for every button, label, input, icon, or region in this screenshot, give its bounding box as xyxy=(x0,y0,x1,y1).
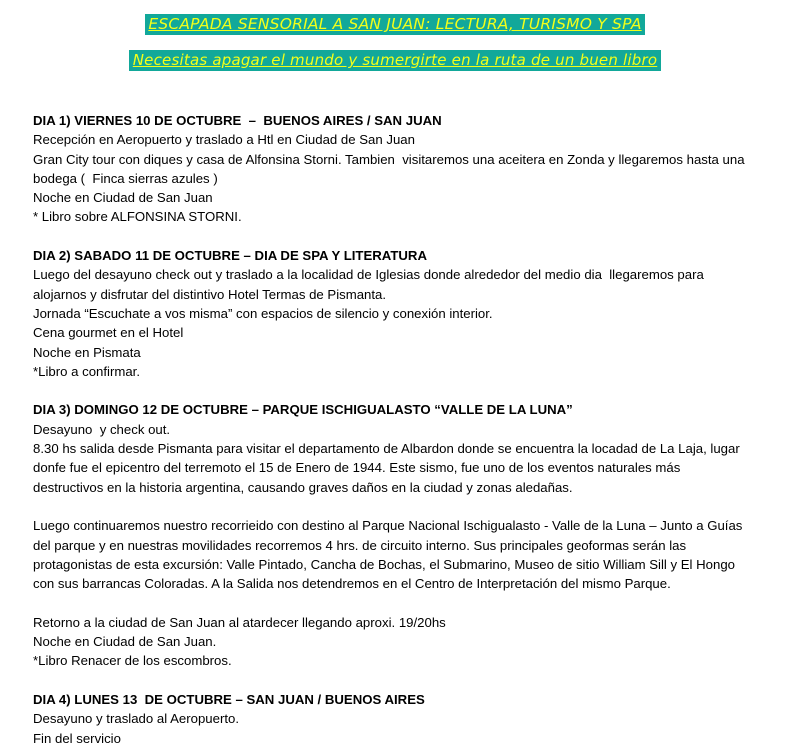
itinerary-line: Noche en Ciudad de San Juan xyxy=(33,190,213,206)
day-heading: DIA 1) VIERNES 10 DE OCTUBRE – BUENOS AIRES / SAN JUAN xyxy=(33,113,442,128)
day-section xyxy=(33,690,788,748)
itinerary-line: Noche en Pismata xyxy=(33,344,141,360)
day-heading: DIA 2) SABADO 11 DE OCTUBRE – DIA DE SPA Y LITERATURA xyxy=(33,248,427,264)
paragraph-gap xyxy=(33,497,788,516)
section-gap xyxy=(33,227,788,246)
itinerary-line: Fin del servicio xyxy=(33,730,121,746)
itinerary-line: Gran City tour con diques y casa de Alfonsina Storni. Tambien visitaremos una aceitera en Zonda y llegaremos hasta una xyxy=(33,151,745,167)
itinerary-line: protagonistas de esta excursión: Valle Pintado, Cancha de Bochas, el Submarino, Museo de sitio William Sill y El Hongo xyxy=(33,556,735,572)
day-section xyxy=(33,111,788,227)
document-title: ESCAPADA SENSORIAL A SAN JUAN: LECTURA, TURISMO Y SPA xyxy=(145,14,644,35)
itinerary-line: Luego del desayuno check out y traslado a la localidad de Iglesias donde alrededor del medio dia llegaremos para xyxy=(33,267,704,283)
section-gap xyxy=(33,381,788,400)
day-heading: DIA 3) DOMINGO 12 DE OCTUBRE – PARQUE ISCHIGUALASTO “VALLE DE LA LUNA” xyxy=(33,402,573,418)
itinerary-line: 8.30 hs salida desde Pismanta para visitar el departamento de Albardon donde se encuentra la locadad de La Laja, lugar xyxy=(33,441,740,457)
itinerary-line: Cena gourmet en el Hotel xyxy=(33,325,184,341)
document-subtitle: Necesitas apagar el mundo y sumergirte en la ruta de un buen libro xyxy=(129,50,661,71)
itinerary-line: bodega ( Finca sierras azules ) xyxy=(33,170,218,186)
section-gap xyxy=(33,671,788,690)
day-section xyxy=(33,246,788,381)
itinerary-line: *Libro a confirmar. xyxy=(33,363,141,379)
itinerary-line: Retorno a la ciudad de San Juan al atardecer llegando aproxi. 19/20hs xyxy=(33,614,446,630)
itinerary-line: Desayuno y traslado al Aeropuerto. xyxy=(33,711,239,727)
itinerary-line: Noche en Ciudad de San Juan. xyxy=(33,634,217,650)
itinerary-line: con sus barrancas Coloradas. A la Salida nos detendremos en el Centro de Interpretación del mismo Parque. xyxy=(33,576,671,592)
itinerary-line: Luego continuaremos nuestro recorrieido con destino al Parque Nacional Ischigualasto - Valle de la Luna – Junto a Guías xyxy=(33,518,743,534)
itinerary-line: Desayuno y check out. xyxy=(33,421,171,437)
title-banner xyxy=(0,14,790,35)
day-heading: DIA 4) LUNES 13 DE OCTUBRE – SAN JUAN / BUENOS AIRES xyxy=(33,691,425,707)
itinerary-line: donfe fue el epicentro del terremoto el 15 de Enero de 1944. Este sismo, fue uno de los eventos naturales más xyxy=(33,460,681,476)
itinerary-line: destructivos en la historia argentina, causando graves daños en la ciudad y zonas aledañas. xyxy=(33,479,573,495)
itinerary-line: * Libro sobre ALFONSINA STORNI. xyxy=(33,209,242,225)
itinerary-line: del parque y en nuestras movilidades recorremos 4 hrs. de circuito interno. Sus principales geoformas serán las xyxy=(33,537,687,553)
itinerary-line: Jornada “Escuchate a vos misma” con espacios de silencio y conexión interior. xyxy=(33,305,493,321)
paragraph-gap xyxy=(33,593,788,612)
itinerary-body xyxy=(33,111,788,748)
itinerary-line: Recepción en Aeropuerto y traslado a Htl en Ciudad de San Juan xyxy=(33,132,415,148)
day-section xyxy=(33,400,788,670)
itinerary-line: alojarnos y disfrutar del distintivo Hotel Termas de Pismanta. xyxy=(33,286,387,302)
subtitle-banner xyxy=(0,50,790,71)
itinerary-line: *Libro Renacer de los escombros. xyxy=(33,653,232,669)
